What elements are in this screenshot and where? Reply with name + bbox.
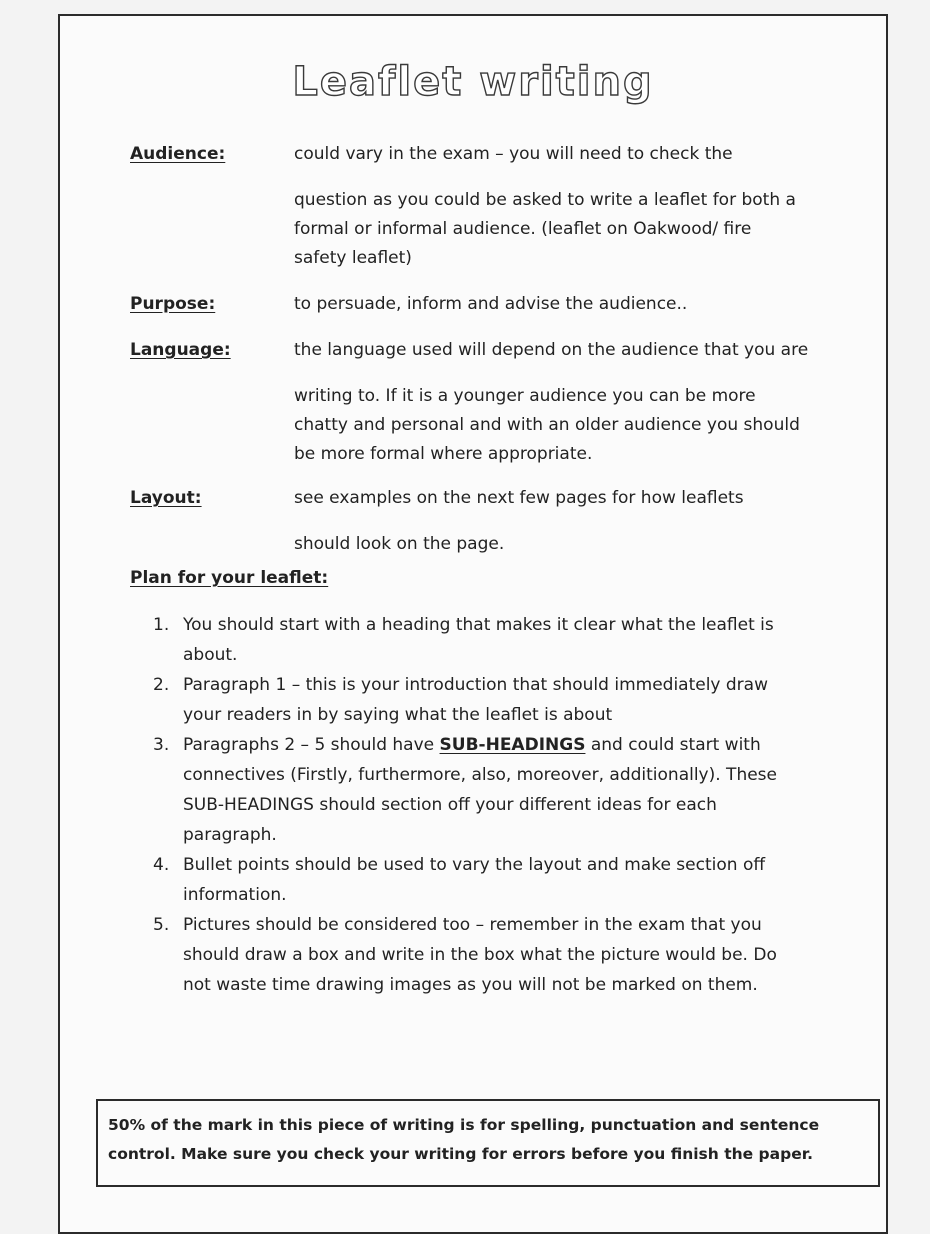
- marking-note-box: [96, 1099, 880, 1187]
- plan-item-line: not waste time drawing images as you will not be marked on them.: [183, 975, 758, 995]
- worksheet-page: [58, 14, 888, 1234]
- plan-item-line: [183, 730, 813, 760]
- purpose-line: to persuade, inform and advise the audience..: [294, 294, 688, 314]
- layout-text-continued: [294, 530, 854, 559]
- plan-item: [153, 670, 813, 730]
- language-label: Language:: [130, 340, 231, 360]
- language-text-continued: [294, 382, 854, 469]
- plan-item: [153, 730, 813, 850]
- marking-note-line: 50% of the mark in this piece of writing is for spelling, punctuation and sentence: [108, 1116, 820, 1134]
- plan-item-line: should draw a box and write in the box what the picture would be. Do: [183, 945, 777, 965]
- plan-item-number: 1.: [153, 615, 170, 635]
- plan-item-text: and could start with: [585, 735, 761, 755]
- language-line: be more formal where appropriate.: [294, 444, 593, 464]
- plan-item-line: your readers in by saying what the leaflet is about: [183, 705, 613, 725]
- audience-label: Audience:: [130, 144, 226, 164]
- audience-text-continued: [294, 186, 854, 273]
- purpose-label: Purpose:: [130, 294, 216, 314]
- plan-item-number: 4.: [153, 855, 170, 875]
- plan-list: [153, 610, 813, 1000]
- marking-note-line: control. Make sure you check your writing for errors before you finish the paper.: [108, 1145, 814, 1163]
- language-line: writing to. If it is a younger audience you can be more: [294, 386, 756, 406]
- plan-item-line: You should start with a heading that makes it clear what the leaflet is: [183, 615, 774, 635]
- page-title: Leaflet writing: [292, 59, 654, 105]
- plan-item-line: SUB-HEADINGS should section off your different ideas for each: [183, 795, 717, 815]
- plan-item-line: information.: [183, 885, 287, 905]
- audience-line: question as you could be asked to write a leaflet for both a: [294, 190, 796, 210]
- layout-line: see examples on the next few pages for how leaflets: [294, 488, 744, 508]
- plan-item-number: 2.: [153, 675, 170, 695]
- plan-heading: Plan for your leaflet:: [130, 568, 329, 588]
- audience-line: safety leaflet): [294, 248, 412, 268]
- plan-item-number: 5.: [153, 915, 170, 935]
- plan-item: [153, 910, 813, 1000]
- plan-item: [153, 850, 813, 910]
- plan-item-line: Paragraph 1 – this is your introduction that should immediately draw: [183, 675, 768, 695]
- layout-line: should look on the page.: [294, 534, 505, 554]
- plan-item-text: Paragraphs 2 – 5 should have: [183, 735, 440, 755]
- plan-item-line: Pictures should be considered too – remember in the exam that you: [183, 915, 762, 935]
- plan-item-line: paragraph.: [183, 825, 277, 845]
- language-line: the language used will depend on the audience that you are: [294, 340, 809, 360]
- layout-label: Layout:: [130, 488, 202, 508]
- language-text: [294, 336, 854, 365]
- language-line: chatty and personal and with an older audience you should: [294, 415, 800, 435]
- plan-item-line: Bullet points should be used to vary the layout and make section off: [183, 855, 766, 875]
- plan-item-number: 3.: [153, 735, 170, 755]
- plan-item-line: about.: [183, 645, 238, 665]
- plan-item: [153, 610, 813, 670]
- audience-text: [294, 140, 854, 169]
- audience-line: could vary in the exam – you will need to check the: [294, 144, 733, 164]
- plan-item-line: connectives (Firstly, furthermore, also, moreover, additionally). These: [183, 765, 777, 785]
- sub-headings-emphasis: SUB-HEADINGS: [439, 735, 586, 755]
- purpose-text: [294, 290, 854, 319]
- layout-text: [294, 484, 854, 513]
- audience-line: formal or informal audience. (leaflet on Oakwood/ fire: [294, 219, 752, 239]
